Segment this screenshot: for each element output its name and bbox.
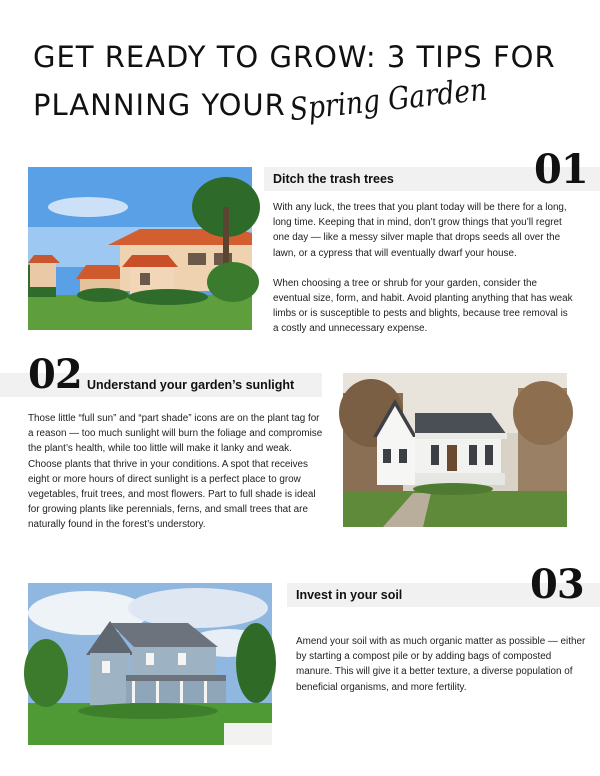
page-title-line-1: GET READY TO GROW: 3 TIPS FOR <box>33 40 556 74</box>
tip-2-number: 02 <box>28 351 82 398</box>
tip-1-paragraph-2: When choosing a tree or shrub for your garden, consider the eventual size, form, and habit. Avoid planting anything that has weak limbs or is susceptible to pests and blights, because tree removal is a costly and unnecessary expense. <box>273 277 573 335</box>
tip-1-number: 01 <box>534 146 588 193</box>
tip-3-heading: Invest in your soil <box>296 588 403 602</box>
tip-3-photo-farmhouse <box>28 583 272 745</box>
tip-2-paragraph-1: Those little “full sun” and “part shade” icons are on the plant tag for a reason — too much sunlight will burn the foliage and compromise the plant’s health, while too little will make it lanky and weak. Choose plants that thrive in your conditions. A spot that receives eight or more hours of direct sunlight is a perfect place to grow vegetables, fruit trees, and most flowers. Part to full shade is ideal for growing plants like perennials, ferns, and small trees that are naturally found in the forest’s understory. <box>28 413 323 531</box>
tip-2-heading: Understand your garden’s sunlight <box>87 378 295 392</box>
script-title-text: Spring Garden <box>288 68 523 129</box>
tip-1-paragraph-1: With any luck, the trees that you plant today will be there for a long, long time. Keeping that in mind, don’t grow things that you’ll regret one day — like a messy silver maple that drops seeds all over the lawn, or a cypress that will eventually dwarf your house. <box>273 202 567 259</box>
tip-1-body <box>273 200 573 352</box>
script-title <box>288 68 523 132</box>
tip-2-body <box>28 411 324 548</box>
page-title-line-2: PLANNING YOUR <box>33 88 286 122</box>
tip-2-photo-cottage <box>343 373 567 527</box>
tip-3-body <box>296 634 586 710</box>
tip-3-number: 03 <box>530 561 584 608</box>
tip-3-paragraph-1: Amend your soil with as much organic matter as possible — either by starting a compost pile or by adding bags of composted manure. This will give it a better texture, a diverse population of beneficial organisms, and more fertility. <box>296 636 586 693</box>
tip-1-photo-house <box>28 167 252 330</box>
tip-1-heading: Ditch the trash trees <box>273 172 394 186</box>
